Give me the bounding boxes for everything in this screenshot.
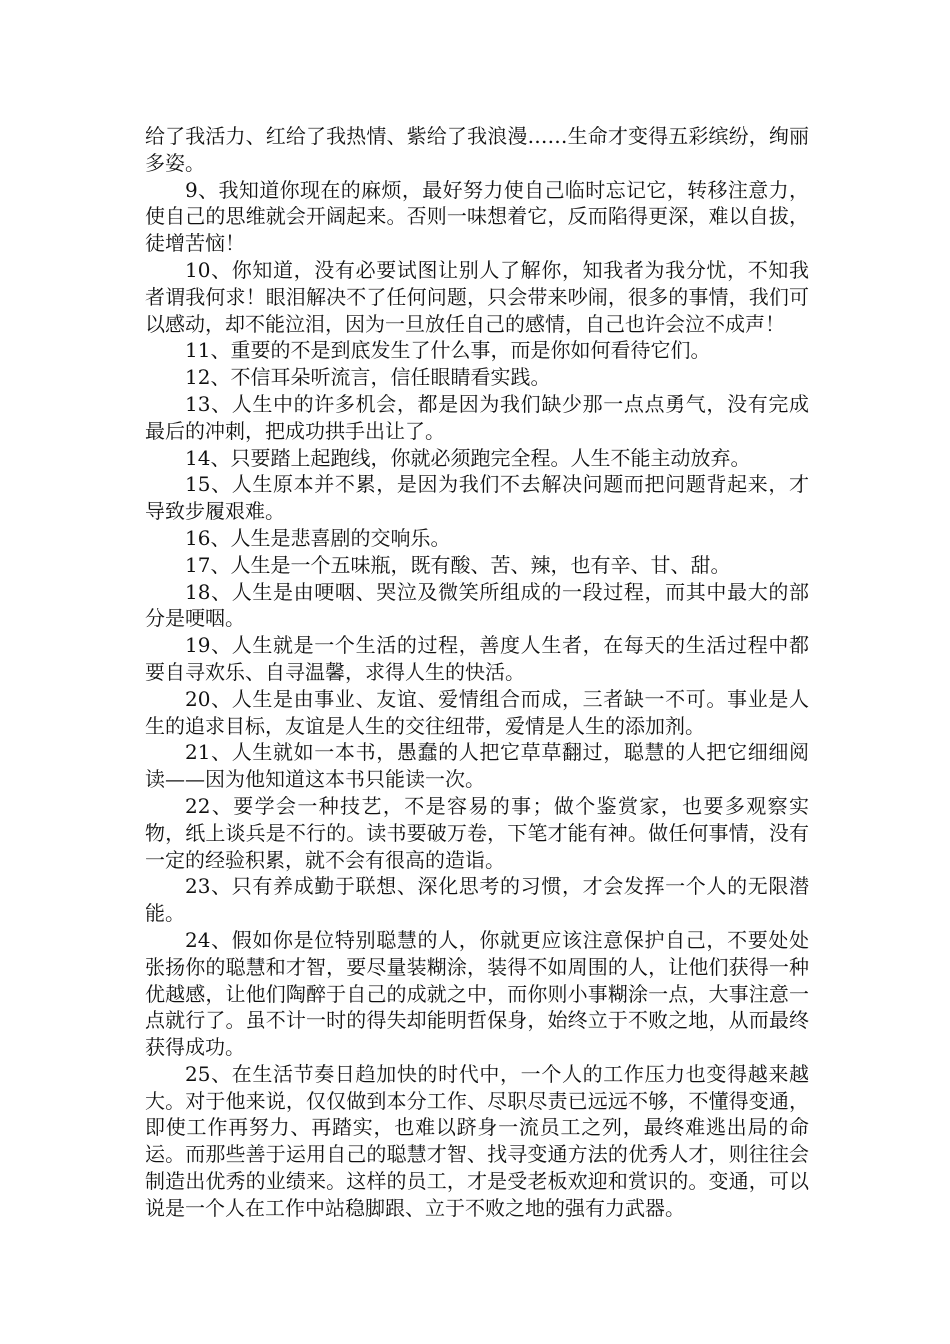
paragraph-continuation: 给了我活力、红给了我热情、紫给了我浪漫……生命才变得五彩缤纷，绚丽多姿。 (145, 124, 809, 175)
paragraph-10: 10、你知道，没有必要试图让别人了解你，知我者为我分忧，不知我者谓我何求！眼泪解决不了任何问题，只会带来吵闹，很多的事情，我们可以感动，却不能泣泪，因为一旦放任自己的感情，自己也许会泣不成声！ (145, 257, 809, 336)
paragraph-20: 20、人生是由事业、友谊、爱情组合而成，三者缺一不可。事业是人生的追求目标，友谊是人生的交往纽带，爱情是人生的添加剂。 (145, 686, 809, 738)
paragraph-18: 18、人生是由哽咽、哭泣及微笑所组成的一段过程，而其中最大的部分是哽咽。 (145, 579, 809, 631)
paragraph-17: 17、人生是一个五味瓶，既有酸、苦、辣，也有辛、甘、甜。 (185, 552, 731, 577)
paragraph-23: 23、只有养成勤于联想、深化思考的习惯，才会发挥一个人的无限潜能。 (145, 874, 809, 926)
paragraph-25: 25、在生活节奏日趋加快的时代中，一个人的工作压力也变得越来越大。对于他来说，仅仅做到本分工作、尽职尽责已远远不够，不懂得变通，即使工作再努力、再踏实，也难以跻身一流员工之列，最终难逃出局的命运。而那些善于运用自己的聪慧才智、找寻变通方法的优秀人才，则往往会制造出优秀的业绩来。这样的员工，才是受老板欢迎和赏识的。变通，可以说是一个人在工作中站稳脚跟、立于不败之地的强有力武器。 (145, 1061, 809, 1220)
paragraph-16: 16、人生是悲喜剧的交响乐。 (185, 525, 451, 550)
paragraph-24: 24、假如你是位特别聪慧的人，你就更应该注意保护自己，不要处处张扬你的聪慧和才智，要尽量装糊涂，装得不如周围的人，让他们获得一种优越感，让他们陶醉于自己的成就之中，而你则小事糊涂一点，大事注意一点就行了。虽不计一时的得失却能明哲保身，始终立于不败之地，从而最终获得成功。 (145, 927, 809, 1060)
paragraph-21: 21、人生就如一本书，愚蠢的人把它草草翻过，聪慧的人把它细细阅读——因为他知道这本书只能读一次。 (145, 740, 809, 792)
paragraph-19: 19、人生就是一个生活的过程，善度人生者，在每天的生活过程中都要自寻欢乐、自寻温馨，求得人生的快活。 (145, 633, 809, 684)
paragraph-12: 12、不信耳朵听流言，信任眼睛看实践。 (185, 365, 551, 390)
paragraph-14: 14、只要踏上起跑线，你就必须跑完全程。人生不能主动放弃。 (185, 445, 751, 470)
paragraph-11: 11、重要的不是到底发生了什么事，而是你如何看待它们。 (185, 338, 711, 363)
paragraph-15: 15、人生原本并不累，是因为我们不去解决问题而把问题背起来，才导致步履艰难。 (145, 472, 809, 524)
paragraph-22: 22、要学会一种技艺，不是容易的事；做个鉴赏家，也要多观察实物，纸上谈兵是不行的。读书要破万卷，下笔才能有神。做任何事情，没有一定的经验积累，就不会有很高的造诣。 (145, 793, 809, 872)
document-body (145, 123, 809, 1222)
paragraph-13: 13、人生中的许多机会，都是因为我们缺少那一点点勇气，没有完成最后的冲刺，把成功拱手出让了。 (145, 391, 809, 443)
paragraph-9: 9、我知道你现在的麻烦，最好努力使自己临时忘记它，转移注意力，使自己的思维就会开阔起来。否则一味想着它，反而陷得更深，难以自拔，徒增苦恼！ (145, 177, 809, 256)
